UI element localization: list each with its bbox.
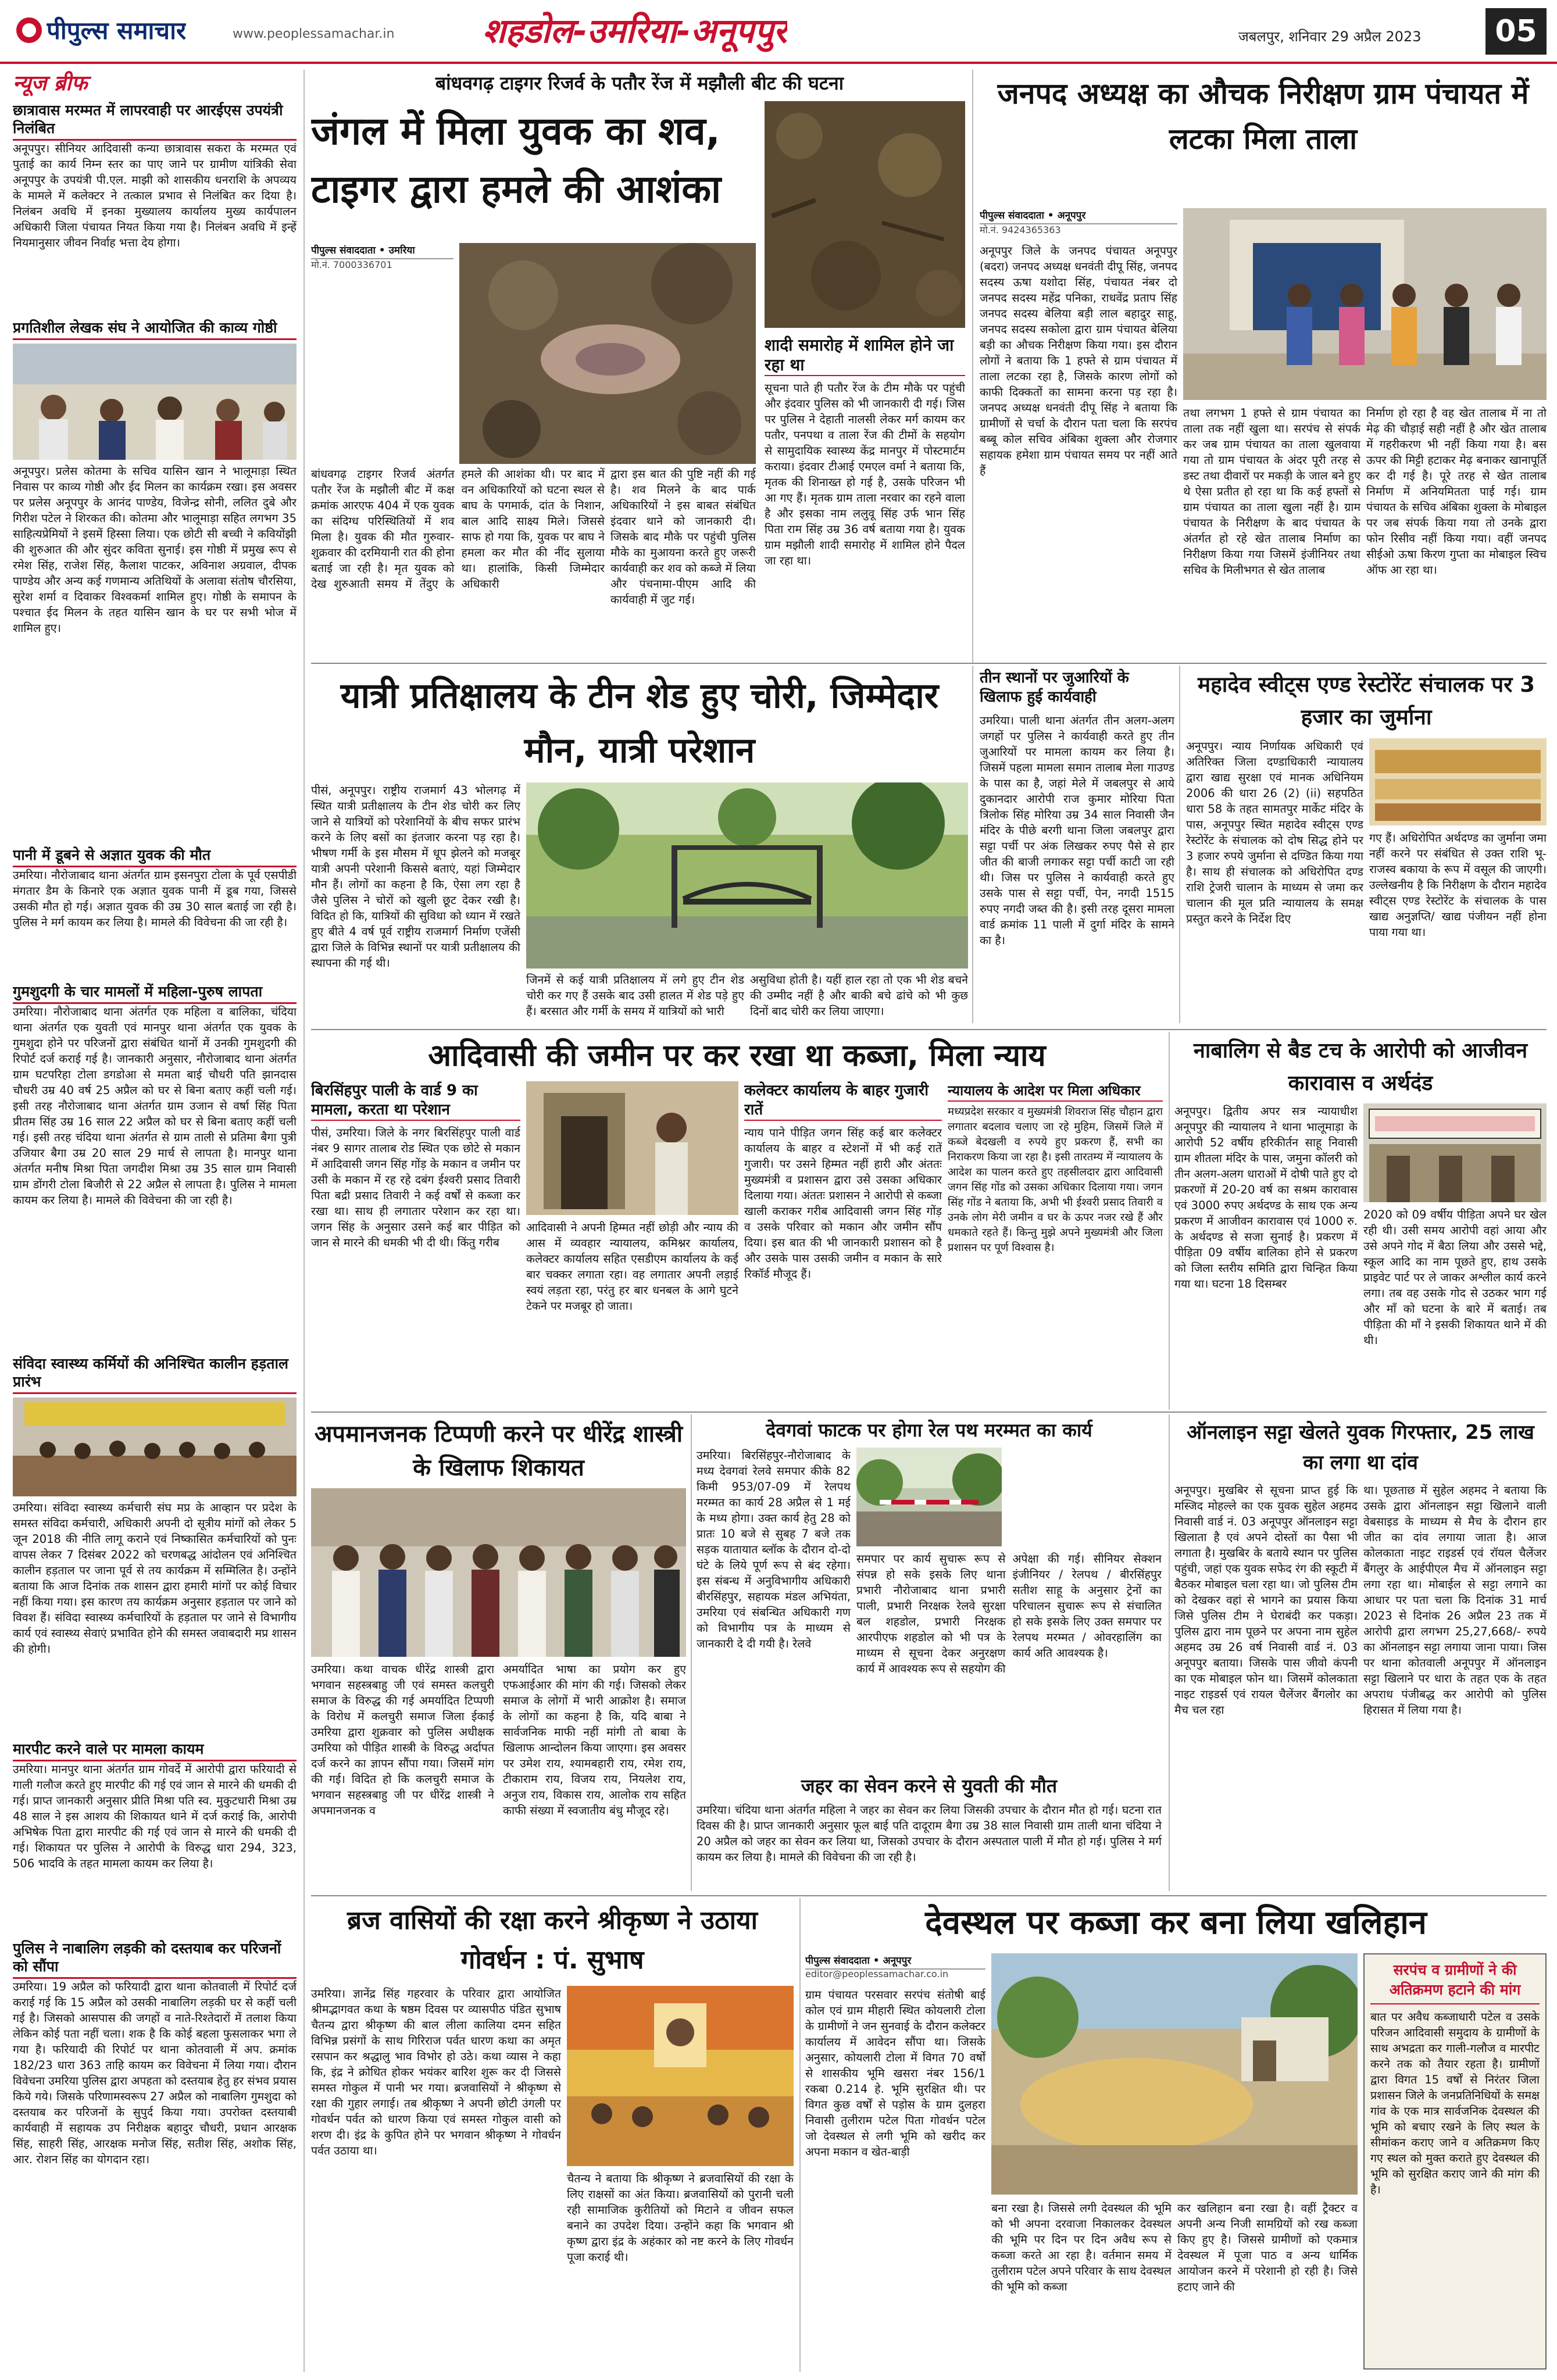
tribal-body2: न्याय पाने पीड़ित जगन सिंह कई बार कलेक्टर कार्यालय के बाहर व स्टेशनों में भी कई रातें गुजारी। पर उसने हिम्मत नहीं हारी और अंततः मुख्यमंत्री व प्रशासन द्वारा उसे उसका अधिकार दिलाया गया। अंततः प्रशासन ने आरोपी से कब्जा खाली कराकर गरीब आदिवासी जगन सिंह गोंड़ व उसके परिवार को मकान और जमीन सौंप दिया। इस बात की भी जानकारी प्रशासन को है और उसके पास उसकी जमीन व मकान के सारे रिकॉर्ड मौजूद हैं। <box>744 1126 942 1281</box>
tiger-kicker: बांधवगढ़ टाइगर रिजर्व के पतौर रेंज में मझौली बीट की घटना <box>435 72 844 94</box>
tribal-story <box>311 1035 1163 1407</box>
tiger-photo <box>765 101 965 328</box>
brij-body1: उमरिया। ज्ञानेंद्र सिंह गहरवार के परिवार द्वारा आयोजित श्रीमद्भागवत कथा के षष्ठम दिवस पर व्यासपीठ पंडित सुभाष चैतन्य द्वारा श्रीकृष्ण की बाल लीला कालिया दमन सहित विभिन्न प्रसंगों के साथ गिरिराज पर्वत धारण कथा का अमृत रसपान कर श्रद्धालु भाव विभोर हो उठे। कथा व्यास ने कहा कि, इंद्र ने क्रोधित होकर भयंकर बारिश शुरू कर दी जिससे समस्त गोकुल में पानी भर गया। ब्रजवासियों ने श्रीकृष्ण से रक्षा की गुहार लगाई। तब श्रीकृष्ण ने अपनी छोटी उंगली पर गोवर्धन पर्वत को धारण किया एवं समस्त गोकुल वासी को शरण दी। इंद्र के कुपित होने पर भगवान श्रीकृष्ण ने गोवर्धन पर्वत उठाया था। <box>311 1987 561 2157</box>
janpad-headline: जनपद अध्यक्ष का औचक निरीक्षण ग्राम पंचायत में लटका मिला ताला <box>997 77 1529 156</box>
column-divider <box>972 666 973 1023</box>
brij-photo-image <box>567 1986 794 2166</box>
janpad-col1: अनूपपुर जिले के जनपद पंचायत अनूपपुर (बदरा) जनपद अध्यक्ष धनवंती दीपू सिंह, जनपद सदस्य ऊषा यशोदा सिंह, पंचायत नंबर दो जनपद सदस्य महेंद्र पनिका, राधवेंद्र प्रताप सिंह जनपद सदस्य बेलिया बड़ी लाल बहादुर साहू, जनपद सदस्य सकोला द्वारा ग्राम पंचायत बेलिया बड़ी का औचक निरीक्षण किया गया। इस दौरान लोगों ने बताया कि 1 हफ्ते से ग्राम पंचायत में ताला लटका रहा है, जिसके कारण लोगों को काफी दिक्कतों का सामना करना पड़ रहा है। जनपद अध्यक्ष धनवंती दीपू सिंह ने बताया कि ग्रामीणों से चर्चा के दौरान पता चला कि सरपंच बब्बू कोल सचिव अंबिका शुक्ला और रोजगार सहायक हमेशा ग्राम पंचायत समय पर नहीं आते हैं <box>980 244 1177 477</box>
shastri-story <box>311 1417 686 1891</box>
sweets-body2: गए हैं। अधिरोपित अर्थदण्ड का जुर्माना जमा नहीं करने पर संबंधित से उक्त राशि भू-राजस्व बकाया के रूप में वसूल की जाएगी। उल्लेखनीय है कि निरीक्षण के दौरान महादेव स्वीट्स एण्ड रेस्टोरेंट के संचालक के पास खाद्य अनुज्ञप्ति/ खाद्य पंजीयन नहीं होना पाया गया था। <box>1369 831 1547 939</box>
kavya-goshthi-photo <box>13 344 297 460</box>
brief-headline: पुलिस ने नाबालिग लड़की को दस्तयाब कर परिजनों को सौंपा <box>13 1939 297 1979</box>
gambling-story <box>980 669 1174 1024</box>
court-photo-image <box>1363 1103 1547 1202</box>
devsthal-byline-text: पीपुल्स संवाददाता • अनूपपुर <box>805 1955 912 1967</box>
janpad-photo <box>1183 208 1547 400</box>
devsthal-body2: बना रखा है। जिससे लगी देवस्थल की भूमि को भी अपना दरवाजा निकालकर देवस्थल की भूमि पर दिन पर दिन अवैध रूप से कब्जा करते आ रहा है। वर्तमान समय में तुलीराम पटेल अपने परिवार के साथ देवस्थल की भूमि को कब्जा <box>991 2202 1172 2293</box>
tribal-body1: पीसं, उमरिया। जिले के नगर बिरसिंहपुर पाली वार्ड नंबर 9 सागर तालाब रोड स्थित एक छोटे से मकान में आदिवासी जगन सिंह गोंड़ के मकान व जमीन पर उसी के मकान में रह रहे दबंग ईश्वरी प्रसाद तिवारी पिता बद्री प्रसाद तिवारी ने कई वर्षों से कब्जा कर रखा था। साथ ही लगातार परेशान कर रहा था। जगन सिंह के अनुसार उसने कई बार पीड़ित को जान से मारने की धमकी भी दी थी। किंतु गरीब <box>311 1126 520 1249</box>
brief-item <box>13 1939 297 2293</box>
brief-headline: छात्रावास मरम्मत में लापरवाही पर आरईएस उपयंत्री निलंबित <box>13 101 297 141</box>
devsthal-sidebar-title: सरपंच व ग्रामीणों ने की अतिक्रमण हटाने की मांग <box>1370 1960 1540 2004</box>
devsthal-body3: कर खलिहान बना रखा है। वहीं ट्रैक्टर व अपनी अन्य निजी सामग्रियों को रख कब्जा किए हुए है। जिससे ग्रामीणों को एकमात्र देवस्थल में पूजा पाठ व अन्य धार्मिक आयोजन करने में परेशानी हो रही है। जिसे हटाए जाने की <box>1177 2202 1358 2293</box>
betting-story <box>1174 1417 1547 1891</box>
janpad-photo-image <box>1183 208 1547 400</box>
tiger-story <box>311 71 968 658</box>
row-divider <box>311 1411 1547 1413</box>
brief-body: उमरिया। नौरोजाबाद थाना अंतर्गत एक महिला व बालिका, चंदिया थाना अंतर्गत एक युवती एवं मानपुर थाना अंतर्गत एक युवक के गुमशुदा होने पर परिजनों द्वारा संबंधित थानों में उनकी गुमशुदगी की रिपोर्ट दर्ज कराई गई है। जानकारी अनुसार, नौरोजाबाद थाना अंतर्गत ग्राम घटपरिहा टोला डगडोआ से ममता बाई चौधरी पति झानदास चौधरी उम्र 40 वर्ष 25 अप्रैल को घर से बिना बताए कहीं चली गई। इसी तरह नौरोजाबाद थाना अंतर्गत ग्राम उजान से वर्षा सिंह पिता प्रीतम सिंह उम्र 16 साल 22 अप्रैल को घर से बिना बताए कहीं चली गई। इसी तरह चंदिया थाना अंतर्गत से ग्राम ताली से प्रतिमा बैगा पुत्री उजियार बैगा उम्र 20 साल 29 मार्च से लापता है। मानपुर थाना अंतर्गत मनीष मिश्रा पिता जगदीश मिश्रा उम्र 35 साल ग्राम निवासी ग्राम डोंगरी टोला बिजौरी से 22 अप्रैल से लापता है। पुलिस ने मामला कायम कर लिया है। मामले की विवेचना की जा रही है। <box>13 1005 297 1207</box>
tiger-col2: द्वारा इस बात की पुष्टि नहीं की गई है। शव मिलने के बाद पार्क अधिकारियों ने इस बाबत संबंधित इंदवार थाने को जानकारी दी। जिसके बाद मौके पर पहुंची पुलिस मौके का मुआयना करते हुए जरूरी कार्यवाही कर शव को कब्जे में लिया और पंचनामा-पीएम आदि की कार्यवाही में जुट गई। <box>610 467 756 606</box>
dateline: जबलपुर, शनिवार 29 अप्रैल 2023 <box>1238 28 1422 45</box>
tiger-byline-text: पीपुल्स संवाददाता • उमरिया <box>311 245 415 256</box>
devsthal-byline <box>805 1953 985 1970</box>
tiger-body-photo <box>459 243 756 464</box>
brief-item <box>13 1740 297 1935</box>
shelter-caption-cont2: असुविधा होती है। यहीं हाल रहा तो एक भी शेड बचने की उम्मीद नहीं है और बाकी बचे ढांचे को भी कुछ दिनों बाद चोरी कर लिया जाएगा। <box>750 973 968 1018</box>
sweets-photo-image <box>1369 738 1547 826</box>
gambling-body: उमरिया। पाली थाना अंतर्गत तीन अलग-अलग जगहों पर पुलिस ने कार्यवाही करते हुए तीन जुआरियों पर मामला कायम कर लिया है। जिसमें पहला मामला समान तालाब मेला गाउण्ड के पास का है, जहां मेले में जबलपुर से आये दुकानदार आरोपी राज कुमार मोरिया पिता त्रिलोक सिंह मोरिया उम्र 34 साल निवासी जैन मंदिर के पीछे बरगी थाना जिला जबलपुर द्वारा सट्टा पर्ची पर अंक लिखकर रुपए पैसे से हार जीत की बाजी लगाकर सट्टा पर्ची काटी जा रही थी। जिस पर पुलिस ने कार्यवाही करते हुए उसके पास से सट्टा पर्ची, पेन, नगदी 1515 रुपए नगदी जब्त की है। इसी तरह दूसरा मामला वार्ड क्रमांक 11 पाली में दुर्गा मंदिर के सामने का है। <box>980 714 1174 947</box>
brij-body2: चैतन्य ने बताया कि श्रीकृष्ण ने ब्रजवासियों की रक्षा के लिए राक्षसों का अंत किया। ब्रजवासियों को पुरानी चली रही सामाजिक कुरीतियों को मिटाने व जीवन सफल बनाने का उपदेश दिया। उन्होंने कहा कि भगवान श्री कृष्ण द्वारा इंद्र के अहंकार को नष्ट करने के लिए गोवर्धन पूजा कराई थी। <box>567 2172 794 2264</box>
devsthal-sidebar-body: बात पर अवैध कब्जाधारी पटेल व उसके परिजन आदिवासी समुदाय के ग्रामीणों के साथ अभद्रता कर गाली-गलौज व मारपीट करने तक को तैयार रहता है। ग्रामीणों द्वारा विगत 15 वर्षों से निरंतर जिला प्रशासन जिले के जनप्रतिनिधियों के समक्ष गांव के एक मात्र सार्वजनिक देवस्थल की भूमि को बचाए रखने के लिए स्थल के सीमांकन कराए जाने व अतिक्रमण किए गए स्थल को मुक्त कराते हुए देवस्थल की भूमि को सुरक्षित कराए जाने की मांग की है। <box>1370 2010 1540 2196</box>
minor-story <box>1174 1035 1547 1407</box>
masthead <box>0 0 1557 64</box>
court-photo <box>1363 1103 1547 1202</box>
brief-item <box>13 846 297 978</box>
rail-photo <box>856 1448 1002 1546</box>
brief-item <box>13 319 297 841</box>
janpad-byline <box>980 208 1177 224</box>
shastri-photo-image <box>311 1488 686 1657</box>
news-brief-label: न्यूज ब्रीफ <box>13 72 88 95</box>
rail-body2: समपार पर कार्य सुचारू रूप से संपन्न हो सके इसके लिए थाना प्रभारी नौरोजाबाद थाना प्रभारी पाली, प्रभारी निरक्षक रेलवे सुरक्षा बल शहडोल, प्रभारी निरक्षक आरपीएफ शहडोल को भी पत्र के माध्यम से सूचना देकर अनुरक्षण कार्य में आवश्यक रूप से सहयोग की अपेक्षा की गई। सीनियर सेक्शन इंजीनियर / रेलपथ / बीरसिंहपुर सतीश साहू के अनुसार ट्रेनों का परिचालन सुचारू रूप से संचालित हो सके इसके लिए उक्त समपार पर रेलपथ मरम्मत / ओवरहालिंग का कार्य अति आवश्यक है। <box>856 1552 1162 1675</box>
column-divider <box>303 70 305 2372</box>
tiger-subhead: शादी समारोह में शामिल होने जा रहा था <box>765 335 965 376</box>
row-divider <box>311 1029 1547 1030</box>
tribal-body3: मध्यप्रदेश सरकार व मुख्यमंत्री शिवराज सिंह चौहान द्वारा लगातार बदलाव चलाए जा रहे मुहिम, जिसमें जिले में कब्जे बेदखली व रुपये हुए प्रकरण हैं, सभी का निराकरण किया जा रहा है। इसी तारतम्य में न्यायालय के आदेश का पालन करते हुए तहसीलदार द्वारा आदिवासी जगन सिंह गोंड को उसका अधिकार दिलाया गया। जगन सिंह गोंड ने बताया कि, अभी भी ईश्वरी प्रसाद तिवारी व उनके लोग मेरी जमीन व घर के ऊपर नजर रखे हैं और धमकाते रहते हैं। किन्तु मुझे अपने मुख्यमंत्री और जिला प्रशासन पर पूर्ण विश्वास है। <box>948 1106 1163 1254</box>
paper-name: पीपुल्स समाचार <box>47 16 187 45</box>
column-divider <box>799 1898 801 2372</box>
tiger-headline: जंगल में मिला युवक का शव, टाइगर द्वारा हमले की आशंका <box>311 109 722 212</box>
column-divider <box>1169 1414 1170 1891</box>
sweets-body: अनूपपुर। न्याय निर्णायक अधिकारी एवं अतिरिक्त जिला दण्डाधिकारी न्यायालय द्वारा खाद्य सुरक्षा एवं मानक अधिनियम 2006 की धारा 26 (2) (ii) सहपठित धारा 58 के तहत सामतपुर मार्केट मंदिर के पास, अनूपपुर स्थित महादेव स्वीट्स एण्ड रेस्टोरेंट के संचालक को दोष सिद्ध होने पर 3 हजार रुपये जुर्माना से दण्डित किया गया है। साथ ही संचालक को अधिरोपित दण्ड राशि ट्रेजरी चालान के माध्यम से जमा कर चालान की मूल प्रति न्यायालय के समक्ष प्रस्तुत करने के निर्देश दिए <box>1186 739 1363 925</box>
devsthal-sidebar <box>1363 1953 1547 2370</box>
devsthal-photo <box>991 1953 1358 2195</box>
strike-photo <box>13 1398 297 1496</box>
devsthal-headline: देवस्थल पर कब्जा कर बना लिया खलिहान <box>925 1904 1427 1942</box>
janpad-mobile: मो.नं. 9424365363 <box>980 224 1061 235</box>
brief-body: अनूपपुर। प्रलेस कोतमा के सचिव यासिन खान ने भालूमाड़ा स्थित निवास पर काव्य गोष्ठी और ईद मिलन का कार्यक्रम रखा। इस अवसर पर प्रलेस अनूपपुर के आनंद पाण्डेय, विजेन्द्र सोनी, ललित दुबे और गिरीश पटेल ने शिरकत की। कोतमा और भालूमाड़ा सहित लगभग 35 साहित्यप्रेमियों ने इसमें हिस्सा लिया। एक छोटी सी बच्ची ने कवियोंझी की शुरुआत की और सुंदर कविता सुनाई। इस गोष्ठी में प्रमुख रूप से रमेश सिंह, राजेश सिंह, कैलाश पाटकर, अविनाश अग्रवाल, दीपक पाण्डेय और अन्य कई गणमान्य अतिथियों के अलावा संतोष चौरसिया, सुरेश शर्मा व दिवाकर विश्वकर्मा शामिल हुए। गोष्ठी के समापन के पश्चात ईद मिलन के तहत यासिन खान के घर पर सभी भोज में शामिल हुए। <box>13 464 297 635</box>
row-divider <box>311 663 1547 664</box>
brij-headline: ब्रज वासियों की रक्षा करने श्रीकृष्ण ने उठाया गोवर्धन : पं. सुभाष <box>347 1906 758 1975</box>
shastri-body2: अमर्यादित भाषा का प्रयोग कर हुए एफआईआर की मांग की गई। जिसको लेकर समाज के लोगों में भारी आक्रोश है। समाज के लोगों का कहना है कि, यदि बाबा ने सार्वजनिक माफी नहीं मांगी तो बाबा के खिलाफ आन्दोलन किया जाएगा। इस अवसर पर उमेश राय, श्यामबहारी राय, रमेश राय, टीकाराम राय, विजय राय, नियलेश राय, अनुज राय, विकास राय, आलोक राय सहित काफी संख्या में स्वजातीय बंधु मौजूद रहे। <box>503 1663 686 1817</box>
betting-body2: था। पूछताछ में सुहेल अहमद ने बताया कि उसके द्वारा ऑनलाइन सट्टा खिलाने वाली वेबसाइड के माध्यम से मैच के दौरान हार जीत का दांव लगाया जाता है। आज कोलकाता नाइट राइडर्स एवं रॉयल चैलेंजर बैंगलुर के आईपीएल मैच में ऑनलाइन सट्टा लगा रहा था। मोबाईल से सट्टा लगाने का आधार पर पता चला कि दिनांक 31 मार्च 2023 से दिनांक 26 अप्रैल 23 तक में आरोपी द्वारा लगभग 25,27,668/- रुपये का ऑनलाइन सट्टा लगाया जाना पाया। जिस पर थाना कोतवाली अनूपपुर में ऑनलाइन सट्टा खिलाने पर धारा के तहत एक के तहत अपराध पंजीबद्ध कर आरोपी को पुलिस हिरासत में लिया गया है। <box>1363 1484 1547 1717</box>
brief-headline: मारपीट करने वाले पर मामला कायम <box>13 1740 297 1761</box>
brief-body: उमरिया। 19 अप्रैल को फरियादी द्वारा थाना कोतवाली में रिपोर्ट दर्ज कराई गई कि 15 अप्रैल को उसकी नाबालिग लड़की घर से कहीं चली गई है। जिसको आसपास की जगहों व नाते-रिश्तेदारों में तलाश किया लेकिन कोई पता नहीं चला। शक है कि कोई बहला फुसलाकर भगा ले गया है। फरियादी की रिपोर्ट पर थाना कोतवाली में अप. क्रमांक 182/23 धारा 363 ताहि कायम कर विवेचना में लिया गया। दौरान विवेचना उमरिया पुलिस द्वारा अपहता को दस्तयाब हेतु हर संभव प्रयास किये गये। जिसके परिणामस्वरूप 27 अप्रैल को नाबालिग गुमशुदा को दस्तयाब कर परिजनों के सुपुर्द किया गया। उपरोक्त दस्तयाबी कार्यवाही में सहायक उप निरीक्षक बहादुर चौधरी, प्रधान आरक्षक सिंह, साहरी सिंह, आरक्षक मनोज सिंह, सतीश सिंह, अशोक सिंह, आर. रोशन सिंह का योगदान रहा। <box>13 1980 297 2166</box>
row-divider <box>311 1895 1547 1896</box>
shastri-body1: उमरिया। कथा वाचक धीरेंद्र शास्त्री द्वारा भगवान सहस्त्रबाहु जी एवं समस्त कलचुरी समाज के विरुद्ध की गई अमर्यादित टिप्पणी के विरोध में कलचुरी समाज जिला ईकाई उमरिया द्वारा शुक्रवार को पुलिस अधीक्षक उमरिया को पीड़ित शास्त्री के विरुद्ध अर्दापत दर्ज करने का ज्ञापन सौंपा गया। जिसमें मांग की गई। विदित हो कि कलचुरी समाज के भगवान सहस्त्रबाहु जी पर धीरेंद्र शास्त्री ने अपमानजनक व <box>311 1663 494 1817</box>
tribal-body1b: आदिवासी ने अपनी हिम्मत नहीं छोड़ी और न्याय की आस में व्यवहार न्यायालय, कमिश्नर कार्यालय, कलेक्टर कार्यालय सहित एसडीएम कार्यालय के कई बार चक्कर लगाता रहा। वह लगातार अपनी लड़ाई स्वयं लड़ता रहा, परंतु हर बार धनबल के आगे घुटने टेकने पर मजबूर हो जाता। <box>526 1221 738 1313</box>
tiger-mobile: मो.नं. 7000336701 <box>311 259 392 270</box>
brief-body: अनूपपुर। सीनियर आदिवासी कन्या छात्रावास सकरा के मरम्मत एवं पुताई का कार्य निम्न स्तर का पाए जाने पर ग्रामीण यांत्रिकी सेवा अनूपपुर के उपयंत्री पी.एल. माझी को शासकीय धनराशि के अपव्यय के मामले में कलेक्टर ने तत्काल प्रभाव से निलंबित कर दिया है। निलंबन अवधि में इनका मुख्यालय कार्यालय मुख्य कार्यपालन अधिकारी जिला पंचायत नियत किया गया है। निलंबन अवधि में इन्हें नियमानुसार जीवन निर्वाह भत्ता देय होगा। <box>13 142 297 249</box>
janpad-byline-text: पीपुल्स संवाददाता • अनूपपुर <box>980 210 1086 221</box>
janpad-col2: तथा लगभग 1 हफ्ते से ग्राम पंचायत का ताला तक नहीं खुला था। सरपंच से संपर्क कर जब ग्राम पंचायत का ताला खुलवाया गया तो ग्राम पंचायत के अंदर पूरी तरह से डस्ट तथा दीवारों पर मकड़ी के जाल बने हुए थे ऐसा प्रतीत हो रहा था कि कई हफ्तों से ग्राम पंचायत का ताला खुला नहीं है। ग्राम पंचायत के निरीक्षण के बाद पंचायत के अंतर्गत हो रहे खेत तालाब निर्माण का निरीक्षण किया गया जिसमें इंजीनियर तथा सचिव के मिलीभगत से खेत तालाब <box>1183 406 1360 577</box>
minor-body2: 2020 को 09 वर्षीय पीड़िता अपने घर खेल रही थी। उसी समय आरोपी वहां आया और उसे अपने गोद में बैठा लिया और उससे भद्दे, स्कूल आदि का नाम पूछते हुए, हाथ उसके प्राइवेट पार्ट पर ले जाकर अश्लील कार्य करने लगा। तब वह उसके गोद से उठकर भाग गई और माँ को घटना के बारे में बताई। तब पीड़िता की माँ ने इसकी शिकायत थाने में की थी। <box>1363 1208 1547 1347</box>
rail-story <box>697 1417 1162 1766</box>
column-divider <box>1179 666 1180 1023</box>
news-brief-column <box>13 70 297 2372</box>
kavya-goshthi-photo-image <box>13 344 297 460</box>
sweets-photo <box>1369 738 1547 826</box>
shelter-headline: यात्री प्रतिक्षालय के टीन शेड हुए चोरी, जिम्मेदार मौन, यात्री परेशान <box>340 676 939 771</box>
gambling-headline: तीन स्थानों पर जुआरियों के खिलाफ हुई कार्यवाही <box>980 669 1129 706</box>
betting-body1: अनूपपुर। मुखबिर से सूचना प्राप्त हुई कि मस्जिद मोहल्ले का एक युवक सुहेल अहमद निवासी वार्ड नं. 03 अनूपपुर ऑनलाइन सट्टा खिलाता है एवं अपने दोस्तों का पैसा भी लगाता है। मुखबिर के बताये स्थान पर पुलिस पहुंची, जहां एक युवक सफेद रंग की स्कूटी में बैठकर मोबाइल चला रहा था। जो पुलिस टीम को देखकर वहां से भागने का प्रयास किया जिसे पुलिस टीम ने घेराबंदी कर पकड़ा। पुलिस द्वारा नाम पूछने पर अपना नाम सुहेल अहमद उम्र 26 वर्ष निवासी वार्ड नं. 03 अनूपपुर बताया। जिसके पास जीवो कंपनी का एक मोबाइल फोन था। जिसमें कोलकाता नाइट राइडर्स एवं रायल चैलेंजर बैंगलोर का मैच चल रहा <box>1174 1484 1358 1717</box>
tribal-sub1: बिरसिंहपुर पाली के वार्ड 9 का मामला, करता था परेशान <box>311 1081 520 1121</box>
tiger-byline <box>311 243 453 259</box>
website: www.peoplessamachar.in <box>233 27 395 41</box>
brief-body: उमरिया। मानपुर थाना अंतर्गत ग्राम गोवर्दे में आरोपी द्वारा फरियादी से गाली गलौज करते हुए मारपीट की गई एवं जान से मारने की धमकी दी गई। प्राप्त जानकारी अनुसार प्रीति मिश्रा पति स्व. मुकुटधारी मिश्रा उम्र 48 साल ने इस आशय की शिकायत थाने में दर्ज कराई कि, आरोपी अभिषेक पिता द्वारा मारपीट की गई एवं जान से मारने की धमकी दी गई। शिकायत पर पुलिस ने आरोपी के विरुद्ध धारा 294, 323, 506 भादवि के तहत मामला कायम कर लिया है। <box>13 1763 297 1870</box>
minor-body: अनूपपुर। द्वितीय अपर सत्र न्यायाधीश अनूपपुर की न्यायालय ने थाना भालूमाड़ा के आरोपी 52 वर्षीय हरिकीर्तन साहू निवासी ग्राम शीतला मंदिर के पास, जमुना कॉलरी को तीन अलग-अलग धाराओं में दोषी पाते हुए दो प्रकरणों में 20-20 वर्ष का सश्रम कारावास एवं 3000 रुपए अर्थदण्ड के साथ एक अन्य प्रकरण में आजीवन कारावास एवं 1000 रु. के अर्थदण्ड से सजा सुनाई है। प्रकरण में पीड़िता 09 वर्षीय बालिका होने से प्रकरण को जिला स्तरीय समिति द्वारा चिन्हित किया गया था। घटना 18 दिसम्बर <box>1174 1105 1358 1291</box>
section-title: शहडोल-उमरिया-अनूपपुर <box>483 11 787 51</box>
brij-story <box>311 1901 794 2372</box>
brief-headline: संविदा स्वास्थ्य कर्मियों की अनिश्चित कालीन हड़ताल प्रारंभ <box>13 1355 297 1394</box>
shelter-photo-image <box>526 782 968 969</box>
shelter-photo <box>526 782 968 969</box>
tiger-photo-image <box>765 101 965 328</box>
devsthal-photo-image <box>991 1953 1358 2195</box>
brief-headline: गुमशुदगी के चार मामलों में महिला-पुरुष लापता <box>13 982 297 1004</box>
shelter-caption-cont: जिनमें से कई यात्री प्रतिक्षालय में लगे हुए टीन शेड चोरी कर गए हैं उसके बाद उसी हालत में शेड पड़े हुए हैं। बरसात और गर्मी के समय में यात्रियों को भारी <box>526 973 744 1018</box>
poison-body: उमरिया। चंदिया थाना अंतर्गत महिला ने जहर का सेवन कर लिया जिसकी उपचार के दौरान मौत हो गई। घटना रात दिवस की है। प्राप्त जानकारी अनुसार फूल बाई पति दादूराम बैगा उम्र 38 साल निवासी ग्राम ताली थाना चंदिया ने 20 अप्रैल को जहर का सेवन कर लिया था, जिसको उपचार के दौरान अस्पताल पाली में मौत हो गई। पुलिस ने मर्ग कायम कर लिया है। मामले की विवेचना की जा रही है। <box>697 1803 1162 1864</box>
sweets-story <box>1186 669 1547 1024</box>
poison-story <box>697 1773 1162 1889</box>
column-divider <box>972 70 973 663</box>
tribal-photo-image <box>526 1081 738 1215</box>
shelter-story <box>311 669 968 1024</box>
betting-headline: ऑनलाइन सट्टा खेलते युवक गिरफ्तार, 25 लाख का लगा था दांव <box>1187 1421 1534 1474</box>
brief-item <box>13 982 297 1350</box>
shastri-headline: अपमानजनक टिप्पणी करने पर धीरेंद्र शास्त्री के खिलाफ शिकायत <box>314 1421 683 1481</box>
brief-item <box>13 101 297 314</box>
tribal-photo <box>526 1081 738 1215</box>
tiger-body-photo-image <box>459 243 756 464</box>
brief-headline: पानी में डूबने से अज्ञात युवक की मौत <box>13 846 297 867</box>
brief-headline: प्रगतिशील लेखक संघ ने आयोजित की काव्य गोष्ठी <box>13 319 297 340</box>
poison-headline: जहर का सेवन करने से युवती की मौत <box>801 1775 1058 1797</box>
tiger-col3: सूचना पाते ही पतौर रेंज के टीम मौके पर पहुंची और इंदवार पुलिस को भी जानकारी दी गई। जिस पर पुलिस ने देहाती नालसी लेकर मर्ग कायम कर पतौर, पनपथा व ताला रेंज की टीमों के सहयोग से सामुदायिक स्वास्थ्य केंद्र मानपुर में पोस्टमार्टम कराया। इंदवार टीआई एमएल वर्मा ने बताया कि, मृतक की शिनाख्त हो गई है, उसके परिजन भी आ गए हैं। मृतक ग्राम ताला नरवार का रहने वाला है और इसका नाम ललुवू सिंह उर्फ भान सिंह पिता राम सिंह उम्र 36 वर्ष बताया गया है। युवक ग्राम मझौली शादी समारोह में शामिल होने पैदल जा रहा था। <box>765 381 965 567</box>
rail-photo-image <box>856 1448 1002 1546</box>
devsthal-body1: ग्राम पंचायत परसवार सरपंच संतोषी बाई कोल एवं ग्राम मीहारी स्थित कोयलारी टोला के ग्रामीणों ने जन सुनवाई के दौरान कलेक्टर कार्यालय में आवेदन सौंपा था। जिसके अनुसार, कोयलारी टोला में विगत 70 वर्षों से शासकीय भूमि खसरा नंबर 156/1 रकबा 0.214 हे. भूमि सुरक्षित थी। पर विगत कुछ वर्षों से पड़ोस के ग्राम दुलहरा निवासी तुलीराम पटेल पिता गोवर्धन पटेल जो देवस्थल से लगी भूमि को खरीद कर अपना मकान व खेत-बाड़ी <box>805 1988 985 2159</box>
brief-body: उमरिया। नौरोजाबाद थाना अंतर्गत ग्राम इसनपुरा टोला के पूर्व एसपीडी मंगतार डैम के किनारे एक अज्ञात युवक पानी में डूब गया, जिससे उसकी मौत हो गई। अज्ञात युवक की उम्र 30 साल बताई जा रही है। पुलिस ने मर्ग कायम कर लिया है। मामले की विवेचना की जा रही है। <box>13 869 297 929</box>
strike-photo-image <box>13 1398 297 1496</box>
devsthal-story <box>805 1901 1547 2372</box>
devsthal-email[interactable]: editor@peoplessamachar.co.in <box>805 1968 949 1979</box>
paper-logo <box>12 12 233 52</box>
rail-headline: देवगवां फाटक पर होगा रेल पथ मरम्मत का कार्य <box>766 1419 1092 1441</box>
brief-item <box>13 1355 297 1735</box>
brief-body: उमरिया। संविदा स्वास्थ्य कर्मचारी संघ मप्र के आव्हान पर प्रदेश के समस्त संविदा कर्मचारी, अधिकारी अपनी दो सूत्रीय मांगों को लेकर 5 जून 2018 की नीति लागू कराने एवं निष्कासित कर्मचारियों को पुनः वापस लेकर 7 दिसंबर 2022 को चरणबद्ध आंदोलन एवं अनिश्चित कालीन हड़ताल पर जाना पूर्व से तय कार्यक्रम में सम्मिलित है। उन्होंने बताया कि आज दिनांक तक शासन द्वारा हमारी मांगों पर कोई विचार नहीं किया गया। इस कारण तय कार्यक्रम अनुसार हड़ताल पर जाने को विवश हैं। संविदा स्वास्थ्य कर्मचारियों के हड़ताल पर जाने से विभागीय कार्य एवं स्वास्थ्य सेवाएं प्रभावित होने की समस्त जवाबदारी मप्र शासन की होगी। <box>13 1501 297 1656</box>
tribal-sub3: न्यायालय के आदेश पर मिला अधिकार <box>948 1081 1163 1102</box>
tiger-col1: बांधवगढ़ टाइगर रिजर्व अंतर्गत पतौर रेंज के मझौली बीट में कक्ष क्रमांक आरएफ 404 में एक युवक का संदिग्ध परिस्थितियों में शव मिला है। युवक की मौत गुरुवार-शुक्रवार की दरमियानी रात की होना बताई जा रही है। मृत युवक को देख शुरुआती समय में तेंदुए के हमले की आशंका थी। पर बाद में वन अधिकारियों को घटना स्थल से बाघ के पगमार्क, दांत के निशान, बाल आदि साक्ष्य मिले। जिससे साफ हो गया कि, युवक पर बाघ ने हमला कर मौत की नींद सुलाया था। हालांकि, किसी जिम्मेदार अधिकारी <box>311 467 605 591</box>
janpad-story <box>980 71 1547 658</box>
shelter-body: पीसं, अनूपपुर। राष्ट्रीय राजमार्ग 43 भोलगढ़ में स्थित यात्री प्रतीक्षालय के टीन शेड चोरी कर लिए जाने से यात्रियों को परेशानियों के बीच सफर प्रारंभ करने के लिए बसों का इंतजार करना पड़ रहा है। भीषण गर्मी के इस मौसम में धूप झेलने को मजबूर यात्री अपनी परेशानी किससे बताएं, यहां जिम्मेदार मौन हैं। लोगों का कहना है कि, ऐसा लग रहा है जैसे पुलिस ने चोरों को खुली छूट देकर रखी है। विदित हो कि, यात्रियों की सुविधा को ध्यान में रखते हुए बीते 4 वर्ष पूर्व राष्ट्रीय राजमार्ग निर्माण एजेंसी द्वारा जिले के विभिन्न स्थानों पर यात्री प्रतीक्षालय की स्थापना की गई थी। <box>311 784 520 970</box>
column-divider <box>691 1414 692 1891</box>
tribal-sub2: कलेक्टर कार्यालय के बाहर गुजारी रातें <box>744 1081 942 1121</box>
sweets-headline: महादेव स्वीट्स एण्ड रेस्टोरेंट संचालक पर 3 हजार का जुर्माना <box>1198 672 1535 730</box>
janpad-col3: निर्माण हो रहा है वह खेत तालाब में ना तो मेढ़ की चौड़ाई सही नहीं है और खेत तालाब में गहरीकरण भी नहीं किया गया है। बस ऊपर की मिट्टी हटाकर मेढ़ बनाकर खानापूर्ति कर दी गई है। पूरे तरह से खेत तालाब निर्माण में अनियमितता पाई गई। ग्राम पंचायत के सचिव अंबिका शुक्ला के मोबाइल पर जब संपर्क किया गया तो उनके द्वारा फोन रिसीव नहीं किया गया। वहीं जनपद सीईओ ऊषा किरण गुप्ता का मोबाइल स्विच ऑफ आ रहा था। <box>1366 406 1547 577</box>
shastri-photo <box>311 1488 686 1657</box>
column-divider <box>1169 1032 1170 1410</box>
tribal-headline: आदिवासी की जमीन पर कर रखा था कब्जा, मिला न्याय <box>428 1038 1046 1073</box>
rail-body1: उमरिया। बिरसिंहपुर-नौरोजाबाद के मध्य देवगवां रेलवे समपार कीके 82 किमी 953/07-09 में रेलपथ मरम्मत का कार्य 28 अप्रैल से 1 मई के मध्य होगा। उक्त कार्य हेतु 28 को प्रातः 10 बजे से सुबह 7 बजे तक सड़क यातायात ब्लॉक के दौरान दो-दो घंटे के लिये पूर्ण रूप से बंद रहेगा। इस संबन्ध में अनुविभागीय अधिकारी बीरसिंहपुर, सहायक मंडल अभियंता, उमरिया एवं संबन्धित अधिकारी गण को विभागीय पत्र के माध्यम से जानकारी दे दी गयी है। रेलवे <box>697 1449 851 1650</box>
minor-headline: नाबालिग से बैड टच के आरोपी को आजीवन कारावास व अर्थदंड <box>1193 1039 1528 1095</box>
brij-photo <box>567 1986 794 2166</box>
page-number: 05 <box>1485 8 1547 55</box>
